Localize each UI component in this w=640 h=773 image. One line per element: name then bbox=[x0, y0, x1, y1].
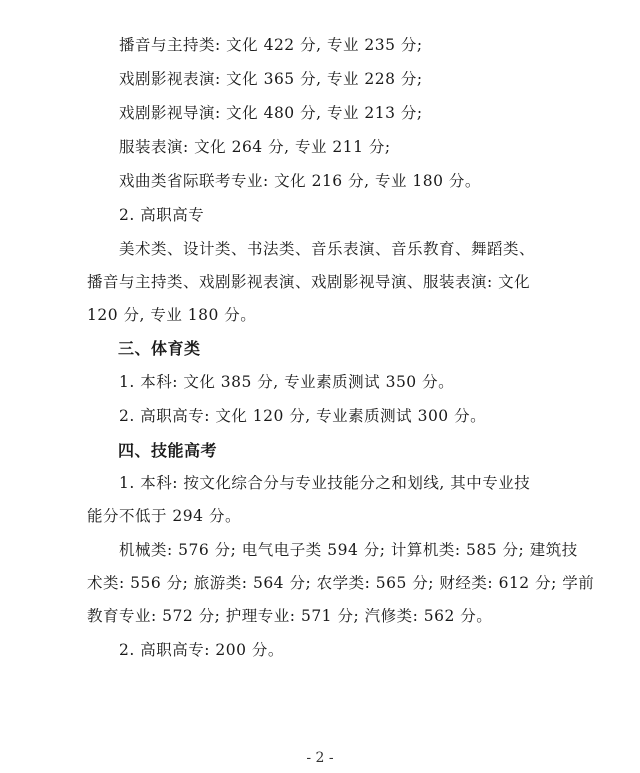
skills-majors-line-2: 术类: 556 分; 旅游类: 564 分; 农学类: 565 分; 财经类: 612 分; 学前 bbox=[87, 574, 595, 592]
arts-score-drama-performance: 戏剧影视表演: 文化 365 分, 专业 228 分; bbox=[119, 70, 423, 88]
skills-undergraduate-line-1: 1. 本科: 按文化综合分与专业技能分之和划线, 其中专业技 bbox=[119, 474, 531, 492]
section-skills-heading: 四、技能高考 bbox=[118, 441, 218, 460]
skills-majors-line-3: 教育专业: 572 分; 护理专业: 571 分; 汽修类: 562 分。 bbox=[87, 607, 493, 625]
arts-vocational-title: 2. 高职高专 bbox=[119, 206, 205, 224]
arts-vocational-line-1: 美术类、设计类、书法类、音乐表演、音乐教育、舞蹈类、 bbox=[119, 240, 536, 258]
sports-vocational: 2. 高职高专: 文化 120 分, 专业素质测试 300 分。 bbox=[119, 407, 487, 425]
skills-vocational: 2. 高职高专: 200 分。 bbox=[119, 641, 284, 659]
skills-undergraduate-line-2: 能分不低于 294 分。 bbox=[87, 507, 241, 525]
section-sports-heading: 三、体育类 bbox=[118, 339, 201, 358]
arts-score-opera: 戏曲类省际联考专业: 文化 216 分, 专业 180 分。 bbox=[119, 172, 481, 190]
skills-majors-line-1: 机械类: 576 分; 电气电子类 594 分; 计算机类: 585 分; 建筑技 bbox=[119, 541, 578, 559]
arts-vocational-line-2: 播音与主持类、戏剧影视表演、戏剧影视导演、服装表演: 文化 bbox=[87, 273, 531, 291]
arts-score-drama-directing: 戏剧影视导演: 文化 480 分, 专业 213 分; bbox=[119, 104, 423, 122]
arts-score-fashion-performance: 服装表演: 文化 264 分, 专业 211 分; bbox=[119, 138, 391, 156]
arts-vocational-line-3: 120 分, 专业 180 分。 bbox=[87, 306, 257, 324]
arts-score-broadcasting: 播音与主持类: 文化 422 分, 专业 235 分; bbox=[119, 36, 423, 54]
page-number: - 2 - bbox=[306, 750, 334, 766]
sports-undergraduate: 1. 本科: 文化 385 分, 专业素质测试 350 分。 bbox=[119, 373, 455, 391]
